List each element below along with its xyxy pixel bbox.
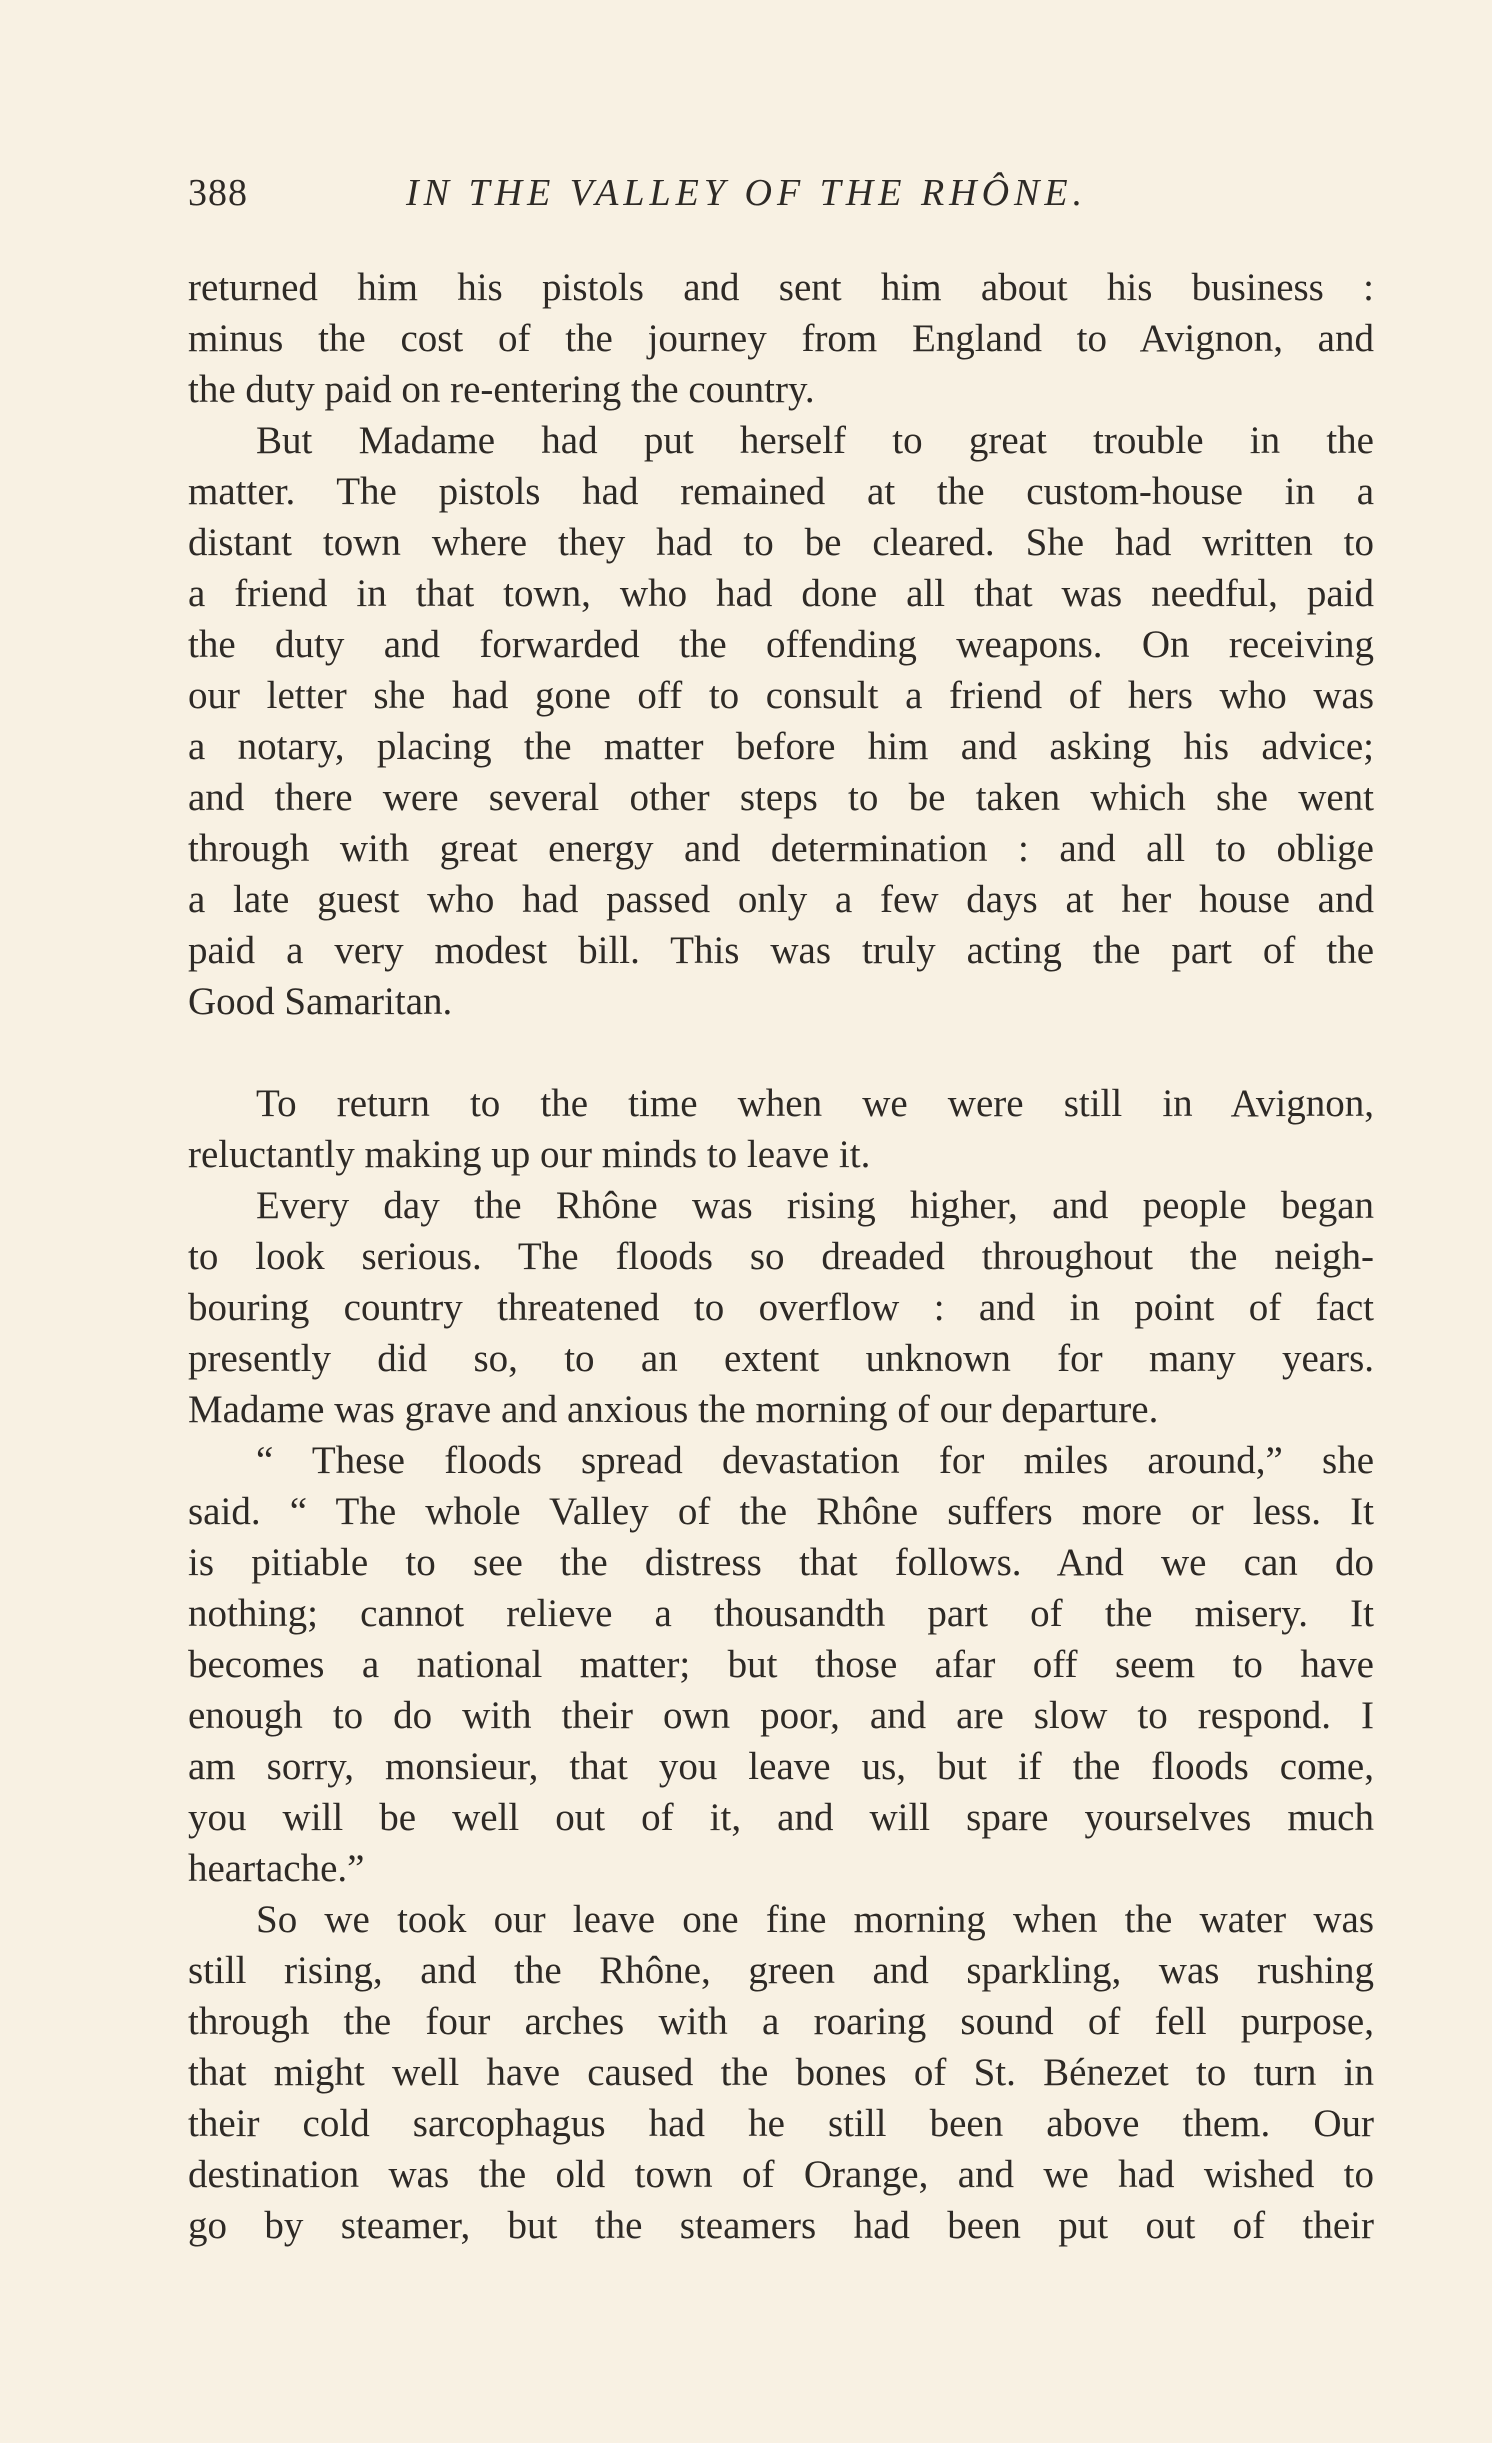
text-line: destination was the old town of Orange, and we had wished to (188, 2153, 1374, 2196)
text-line: bouring country threatened to overflow : and in point of fact (188, 1286, 1374, 1329)
text-line: Every day the Rhône was rising higher, and people began (256, 1184, 1374, 1227)
text-line: is pitiable to see the distress that follows. And we can do (188, 1541, 1374, 1584)
text-line: heartache.” (188, 1847, 365, 1890)
text-line: becomes a national matter; but those afar off seem to have (188, 1643, 1374, 1686)
page-number: 388 (188, 172, 248, 214)
text-line: still rising, and the Rhône, green and sparkling, was rushing (188, 1949, 1374, 1992)
text-line: am sorry, monsieur, that you leave us, but if the floods come, (188, 1745, 1374, 1788)
text-line: returned him his pistols and sent him about his business : (188, 266, 1374, 309)
text-line: a late guest who had passed only a few days at her house and (188, 878, 1374, 921)
page-header (188, 168, 1374, 218)
text-line: Good Samaritan. (188, 980, 453, 1023)
text-line: go by steamer, but the steamers had been put out of their (188, 2204, 1374, 2247)
section-break (188, 1027, 1374, 1078)
text-line: said. “ The whole Valley of the Rhône suffers more or less. It (188, 1490, 1374, 1533)
text-line: a notary, placing the matter before him and asking his advice; (188, 725, 1374, 768)
text-line: a friend in that town, who had done all that was needful, paid (188, 572, 1374, 615)
text-line: to look serious. The floods so dreaded throughout the neigh- (188, 1235, 1374, 1278)
text-line: matter. The pistols had remained at the custom-house in a (188, 470, 1374, 513)
text-line: nothing; cannot relieve a thousandth part of the misery. It (188, 1592, 1374, 1635)
text-line: you will be well out of it, and will spare yourselves much (188, 1796, 1374, 1839)
running-title: IN THE VALLEY OF THE RHÔNE. (406, 172, 1088, 214)
text-line: our letter she had gone off to consult a friend of hers who was (188, 674, 1374, 717)
text-line: minus the cost of the journey from England to Avignon, and (188, 317, 1374, 360)
text-line: paid a very modest bill. This was truly acting the part of the (188, 929, 1374, 972)
text-line: reluctantly making up our minds to leave it. (188, 1133, 871, 1176)
text-line: and there were several other steps to be taken which she went (188, 776, 1374, 819)
text-line: “ These floods spread devastation for miles around,” she (256, 1439, 1374, 1482)
text-line: through the four arches with a roaring sound of fell purpose, (188, 2000, 1374, 2043)
text-line: their cold sarcophagus had he still been above them. Our (188, 2102, 1374, 2145)
text-line: presently did so, to an extent unknown for many years. (188, 1337, 1374, 1380)
body-text (188, 262, 1374, 2251)
text-line: So we took our leave one fine morning when the water was (256, 1898, 1374, 1941)
text-line: To return to the time when we were still in Avignon, (256, 1082, 1374, 1125)
text-line: But Madame had put herself to great trouble in the (256, 419, 1374, 462)
text-line: the duty paid on re-entering the country. (188, 368, 815, 411)
text-line: distant town where they had to be cleared. She had written to (188, 521, 1374, 564)
text-line: the duty and forwarded the offending weapons. On receiving (188, 623, 1374, 666)
text-line: that might well have caused the bones of St. Bénezet to turn in (188, 2051, 1374, 2094)
text-line: through with great energy and determination : and all to oblige (188, 827, 1374, 870)
text-line: Madame was grave and anxious the morning of our departure. (188, 1388, 1159, 1431)
text-line: enough to do with their own poor, and are slow to respond. I (188, 1694, 1374, 1737)
